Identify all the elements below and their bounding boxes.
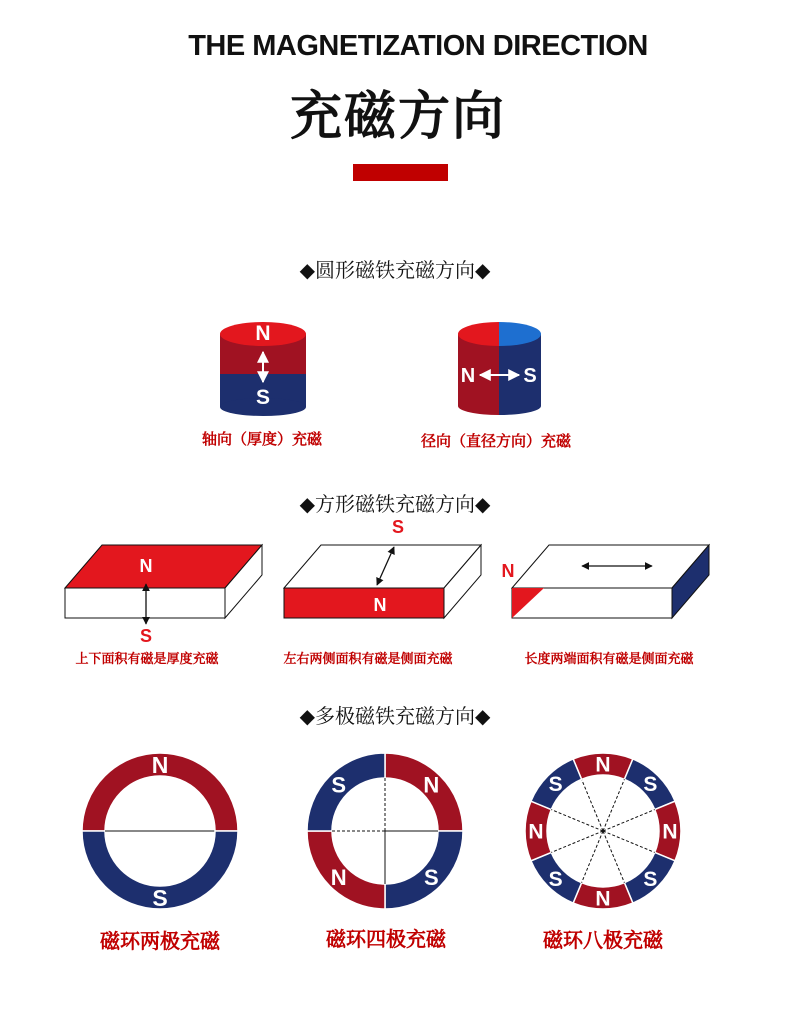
ring-divider-line [603, 779, 624, 831]
pole-label-bottom: S [255, 386, 271, 409]
ring-divider-line [551, 831, 603, 852]
ring-pole-label: S [423, 865, 439, 891]
section-round-heading: ◆圆形磁铁充磁方向◆ [299, 258, 491, 282]
caption-radial: 径向（直径方向）充磁 [420, 432, 572, 450]
ring-eight-pole [525, 753, 681, 911]
caption-ring-eight-pole: 磁环八极充磁 [543, 928, 663, 952]
ring-divider-line [582, 779, 603, 831]
ring-two-pole [82, 752, 238, 911]
pole-label-s: S [139, 626, 153, 646]
ring-pole-label: S [152, 884, 168, 911]
ring-pole-label: N [662, 820, 678, 844]
ring-divider-line [603, 810, 655, 831]
ring-pole-label: N [151, 751, 169, 778]
ring-divider-line [603, 831, 655, 852]
ring-pole-label: N [528, 820, 544, 844]
ring-pole-label: N [330, 865, 347, 891]
ring-pole-label: S [548, 773, 563, 797]
block-front-face [284, 588, 444, 618]
ring-pole-label: S [548, 867, 563, 891]
ring-pole-label: S [643, 867, 658, 891]
ring-divider-line [551, 810, 603, 831]
caption-side: 左右两侧面积有磁是侧面充磁 [283, 652, 453, 667]
title-english: THE MAGNETIZATION DIRECTION [188, 30, 648, 62]
ring-divider-line [603, 831, 624, 883]
axial-cylinder-magnet [220, 322, 306, 416]
pole-label-left: N [460, 365, 476, 387]
pole-label-n: N [139, 556, 153, 576]
ring-pole-label: S [331, 772, 347, 798]
caption-length: 长度两端面积有磁是侧面充磁 [524, 652, 694, 667]
pole-label-s: S [391, 517, 405, 537]
ring-four-pole [307, 753, 463, 909]
ring-pole-label: N [423, 772, 440, 798]
block-magnet-thickness [65, 545, 262, 646]
title-chinese: 充磁方向 [289, 87, 506, 147]
pole-label-n: N [373, 595, 387, 615]
pole-label-top: N [255, 322, 271, 345]
block-magnet-length [502, 545, 710, 618]
caption-ring-two-pole: 磁环两极充磁 [100, 929, 220, 953]
pole-label-n: N [501, 561, 515, 581]
caption-thickness: 上下面积有磁是厚度充磁 [75, 652, 219, 667]
caption-axial: 轴向（厚度）充磁 [201, 430, 323, 448]
ring-divider-line [582, 831, 603, 883]
pole-label-right: S [523, 365, 537, 387]
ring-pole-label: N [595, 887, 611, 911]
ring-pole-label: N [595, 753, 611, 777]
ring-pole-label: S [643, 773, 658, 797]
caption-ring-four-pole: 磁环四极充磁 [326, 927, 446, 951]
section-multipole-heading: ◆多极磁铁充磁方向◆ [299, 704, 491, 728]
block-magnet-side [284, 517, 481, 618]
radial-cylinder-magnet [458, 322, 541, 415]
section-square-heading: ◆方形磁铁充磁方向◆ [299, 492, 491, 516]
block-front-face [65, 588, 225, 618]
